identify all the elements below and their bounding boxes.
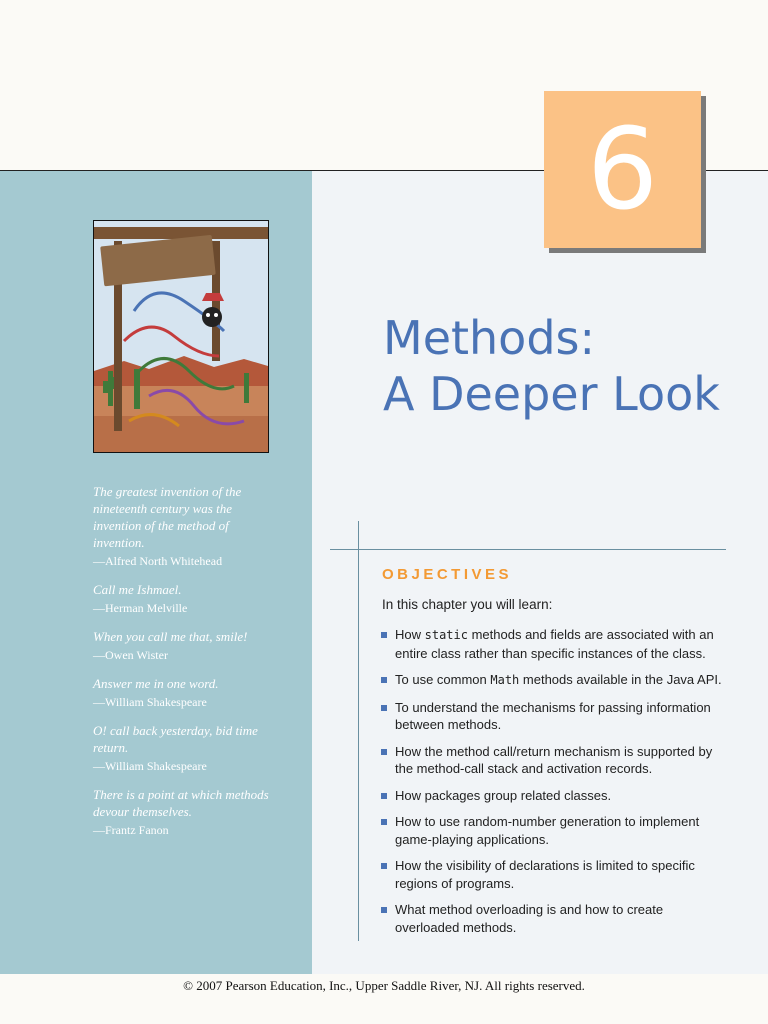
objective-text: How the method call/return mechanism is supported by the method-call stack and activation records.	[395, 743, 713, 776]
quote-item	[93, 786, 273, 838]
quote-author: —William Shakespeare	[93, 759, 207, 773]
objective-item	[380, 813, 730, 848]
quote-author: —William Shakespeare	[93, 695, 207, 709]
quote-author: —Owen Wister	[93, 648, 168, 662]
objectives-intro: In this chapter you will learn:	[382, 597, 553, 612]
quote-text: Call me Ishmael.	[93, 582, 182, 597]
epigraph-quotes	[93, 483, 273, 850]
copyright-footer: © 2007 Pearson Education, Inc., Upper Saddle River, NJ. All rights reserved.	[183, 978, 585, 993]
vertical-divider	[358, 521, 359, 941]
chapter-number-box	[544, 91, 701, 248]
objective-text: To use common	[395, 672, 491, 687]
objectives-heading: OBJECTIVES	[382, 566, 513, 583]
objective-text: How packages group related classes.	[395, 787, 612, 803]
book-cover-illustration	[93, 220, 269, 453]
objective-item	[380, 699, 730, 734]
objective-item	[380, 671, 730, 690]
chapter-title	[383, 310, 720, 422]
quote-text: O! call back yesterday, bid time return.	[93, 723, 258, 755]
objective-code: Math	[490, 673, 520, 687]
quote-item	[93, 628, 273, 663]
objective-text: methods and fields are associated with an entire class rather than specific instances of the class.	[395, 627, 714, 661]
objective-text: How	[395, 627, 425, 642]
chapter-title-line2: A Deeper Look	[383, 367, 720, 421]
objective-item	[380, 857, 730, 892]
objective-text: methods available in the Java API.	[519, 672, 722, 687]
quote-text: There is a point at which methods devour themselves.	[93, 787, 269, 819]
quote-item	[93, 722, 273, 774]
quote-text: When you call me that, smile!	[93, 629, 248, 644]
objective-code: static	[424, 628, 468, 642]
quote-author: —Herman Melville	[93, 601, 188, 615]
objective-text: What method overloading is and how to create overloaded methods.	[395, 902, 664, 935]
objective-text: How the visibility of declarations is limited to specific regions of programs.	[395, 858, 695, 891]
quote-author: —Frantz Fanon	[93, 823, 169, 837]
objective-text: To understand the mechanisms for passing information between methods.	[395, 699, 711, 732]
cover-art-icon	[94, 221, 268, 452]
quote-author: —Alfred North Whitehead	[93, 554, 223, 568]
quote-item	[93, 675, 273, 710]
quote-text: Answer me in one word.	[93, 676, 219, 691]
chapter-title-line1: Methods:	[383, 311, 595, 365]
quote-item	[93, 581, 273, 616]
horizontal-divider	[330, 549, 726, 550]
quote-item	[93, 483, 273, 569]
objective-item	[380, 626, 730, 662]
quote-text: The greatest invention of the nineteenth century was the invention of the method of invention.	[93, 484, 242, 550]
chapter-number: 6	[586, 104, 659, 235]
objective-item	[380, 787, 730, 805]
objectives-list	[380, 626, 730, 945]
objective-item	[380, 901, 730, 936]
objective-text: How to use random-number generation to implement game-playing applications.	[395, 814, 700, 847]
objective-item	[380, 743, 730, 778]
